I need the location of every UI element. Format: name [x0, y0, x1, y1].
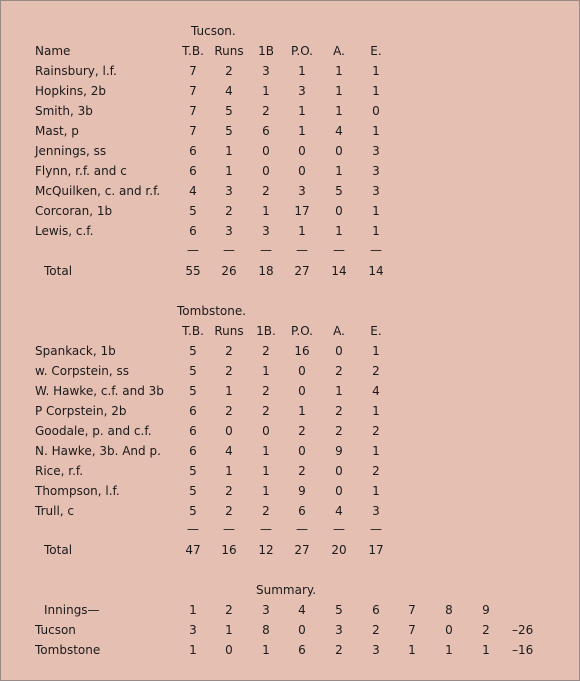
tombstone-stat-cell: 1 [372, 404, 380, 418]
tombstone-stat-cell: 2 [298, 464, 306, 478]
summary-inning-score: 2 [482, 623, 490, 637]
summary-inning-score: 7 [408, 623, 416, 637]
tucson-stat-cell: 1 [298, 104, 306, 118]
tucson-dash: — [296, 243, 308, 257]
tucson-stat-cell: 1 [372, 84, 380, 98]
tombstone-stat-cell: 2 [225, 404, 233, 418]
tucson-stat-cell: 7 [189, 104, 197, 118]
summary-team-name: Tucson [35, 623, 76, 637]
tombstone-player-name: W. Hawke, c.f. and 3b [35, 384, 164, 398]
tucson-player-name: Lewis, c.f. [35, 224, 94, 238]
tucson-stat-cell: 1 [372, 64, 380, 78]
summary-inning-score: 1 [189, 643, 197, 657]
tombstone-dash: — [223, 522, 235, 536]
summary-inning-score: 0 [225, 643, 233, 657]
tombstone-header: 1B. [256, 324, 276, 338]
tombstone-stat-cell: 4 [335, 504, 343, 518]
tombstone-stat-cell: 2 [298, 424, 306, 438]
tucson-player-name: Jennings, ss [35, 144, 107, 158]
inning-number: 7 [408, 603, 416, 617]
tombstone-dash: — [370, 522, 382, 536]
tucson-stat-cell: 1 [372, 204, 380, 218]
tucson-stat-cell: 5 [225, 104, 233, 118]
tombstone-stat-cell: 0 [335, 464, 343, 478]
tucson-stat-cell: 3 [372, 144, 380, 158]
tucson-stat-cell: 7 [189, 64, 197, 78]
tombstone-stat-cell: 2 [335, 364, 343, 378]
tucson-stat-cell: 1 [372, 224, 380, 238]
tucson-stat-cell: 5 [189, 204, 197, 218]
tucson-stat-cell: 1 [298, 64, 306, 78]
tombstone-player-name: P Corpstein, 2b [35, 404, 127, 418]
tombstone-stat-cell: 2 [225, 364, 233, 378]
tombstone-stat-cell: 1 [372, 484, 380, 498]
tombstone-stat-cell: 9 [335, 444, 343, 458]
summary-team-name: Tombstone [35, 643, 101, 657]
tombstone-stat-cell: 2 [335, 404, 343, 418]
tombstone-stat-cell: 1 [262, 364, 270, 378]
tucson-player-name: Hopkins, 2b [35, 84, 107, 98]
tombstone-stat-cell: 2 [262, 344, 270, 358]
tombstone-total-label: Total [44, 543, 73, 557]
tombstone-header: Runs [214, 324, 244, 338]
tucson-total-cell: 55 [185, 264, 201, 278]
summary-title: Summary. [256, 583, 317, 597]
innings-label: Innings— [44, 603, 100, 617]
tombstone-stat-cell: 1 [262, 444, 270, 458]
tombstone-total-cell: 16 [221, 543, 237, 557]
tombstone-stat-cell: 5 [189, 464, 197, 478]
tucson-stat-cell: 1 [262, 204, 270, 218]
tucson-header: P.O. [291, 44, 313, 58]
tucson-header-name: Name [35, 44, 71, 58]
tombstone-stat-cell: 2 [225, 484, 233, 498]
tombstone-total-cell: 12 [258, 543, 274, 557]
tucson-stat-cell: 4 [335, 124, 343, 138]
summary-inning-score: 8 [262, 623, 270, 637]
tombstone-stat-cell: 2 [262, 384, 270, 398]
tucson-stat-cell: 1 [335, 84, 343, 98]
tucson-stat-cell: 6 [189, 144, 197, 158]
tombstone-player-name: Rice, r.f. [35, 464, 84, 478]
tucson-stat-cell: 2 [225, 64, 233, 78]
summary-inning-score: 0 [298, 623, 306, 637]
tombstone-stat-cell: 1 [372, 344, 380, 358]
tombstone-stat-cell: 9 [298, 484, 306, 498]
summary-inning-score: 2 [335, 643, 343, 657]
tucson-total-cell: 14 [368, 264, 384, 278]
tombstone-stat-cell: 0 [262, 424, 270, 438]
tucson-header: E. [370, 44, 382, 58]
tombstone-stat-cell: 0 [298, 384, 306, 398]
tucson-total-cell: 18 [258, 264, 274, 278]
tombstone-stat-cell: 2 [225, 504, 233, 518]
tombstone-player-name: Spankack, 1b [35, 344, 116, 358]
tucson-stat-cell: 6 [189, 224, 197, 238]
tombstone-stat-cell: 2 [225, 344, 233, 358]
tucson-player-name: McQuilken, c. and r.f. [35, 184, 161, 198]
tombstone-player-name: w. Corpstein, ss [35, 364, 130, 378]
tucson-stat-cell: 1 [298, 224, 306, 238]
tombstone-stat-cell: 1 [372, 444, 380, 458]
tucson-stat-cell: 0 [298, 164, 306, 178]
tombstone-header: T.B. [182, 324, 204, 338]
tucson-stat-cell: 1 [335, 164, 343, 178]
summary-inning-score: 1 [408, 643, 416, 657]
tombstone-stat-cell: 2 [262, 404, 270, 418]
tucson-dash: — [187, 243, 199, 257]
inning-number: 2 [225, 603, 233, 617]
tombstone-dash: — [187, 522, 199, 536]
summary-inning-score: 0 [445, 623, 453, 637]
tombstone-stat-cell: 5 [189, 384, 197, 398]
tucson-stat-cell: 1 [262, 84, 270, 98]
tucson-stat-cell: 1 [335, 64, 343, 78]
tombstone-stat-cell: 3 [372, 504, 380, 518]
tombstone-total-cell: 27 [294, 543, 310, 557]
tucson-header: Runs [214, 44, 244, 58]
tombstone-stat-cell: 2 [372, 424, 380, 438]
tombstone-header: E. [370, 324, 382, 338]
tombstone-stat-cell: 1 [262, 464, 270, 478]
tucson-stat-cell: 4 [189, 184, 197, 198]
tucson-player-name: Flynn, r.f. and c [35, 164, 127, 178]
tombstone-dash: — [296, 522, 308, 536]
tucson-total-cell: 27 [294, 264, 310, 278]
tucson-dash: — [260, 243, 272, 257]
summary-team-total: –26 [512, 623, 534, 637]
tucson-stat-cell: 7 [189, 124, 197, 138]
tombstone-total-cell: 47 [185, 543, 201, 557]
tombstone-player-name: N. Hawke, 3b. And p. [35, 444, 161, 458]
tucson-stat-cell: 0 [372, 104, 380, 118]
tombstone-stat-cell: 4 [372, 384, 380, 398]
tombstone-dash: — [260, 522, 272, 536]
tucson-stat-cell: 5 [225, 124, 233, 138]
inning-number: 5 [335, 603, 343, 617]
summary-inning-score: 3 [335, 623, 343, 637]
tucson-dash: — [223, 243, 235, 257]
inning-number: 1 [189, 603, 197, 617]
tucson-stat-cell: 0 [335, 144, 343, 158]
tombstone-stat-cell: 1 [262, 484, 270, 498]
tucson-stat-cell: 0 [335, 204, 343, 218]
tucson-stat-cell: 3 [372, 184, 380, 198]
summary-inning-score: 3 [372, 643, 380, 657]
tucson-total-cell: 26 [221, 264, 237, 278]
tombstone-stat-cell: 1 [225, 464, 233, 478]
tombstone-player-name: Thompson, l.f. [35, 484, 120, 498]
inning-number: 4 [298, 603, 306, 617]
summary-inning-score: 2 [372, 623, 380, 637]
tombstone-stat-cell: 2 [372, 364, 380, 378]
tombstone-stat-cell: 5 [189, 484, 197, 498]
summary-inning-score: 3 [189, 623, 197, 637]
tucson-stat-cell: 1 [372, 124, 380, 138]
tucson-stat-cell: 6 [262, 124, 270, 138]
tucson-player-name: Mast, p [35, 124, 79, 138]
tucson-stat-cell: 0 [262, 164, 270, 178]
tucson-player-name: Smith, 3b [35, 104, 93, 118]
tucson-stat-cell: 4 [225, 84, 233, 98]
tombstone-stat-cell: 2 [262, 504, 270, 518]
tucson-stat-cell: 6 [189, 164, 197, 178]
summary-inning-score: 1 [262, 643, 270, 657]
tucson-header: T.B. [182, 44, 204, 58]
tombstone-header: A. [333, 324, 345, 338]
tucson-header: 1B [258, 44, 274, 58]
tucson-stat-cell: 3 [262, 64, 270, 78]
tombstone-stat-cell: 6 [298, 504, 306, 518]
tombstone-player-name: Trull, c [35, 504, 74, 518]
tucson-stat-cell: 3 [372, 164, 380, 178]
tucson-stat-cell: 1 [225, 164, 233, 178]
tucson-player-name: Rainsbury, l.f. [35, 64, 117, 78]
tucson-stat-cell: 2 [262, 104, 270, 118]
tombstone-stat-cell: 0 [335, 484, 343, 498]
tucson-stat-cell: 1 [298, 124, 306, 138]
summary-inning-score: 1 [225, 623, 233, 637]
tucson-stat-cell: 17 [294, 204, 310, 218]
inning-number: 8 [445, 603, 453, 617]
inning-number: 3 [262, 603, 270, 617]
summary-team-total: –16 [512, 643, 534, 657]
tombstone-header: P.O. [291, 324, 313, 338]
tombstone-stat-cell: 0 [225, 424, 233, 438]
tombstone-stat-cell: 1 [298, 404, 306, 418]
tucson-stat-cell: 1 [225, 144, 233, 158]
tucson-stat-cell: 2 [262, 184, 270, 198]
tombstone-stat-cell: 4 [225, 444, 233, 458]
tucson-header: A. [333, 44, 345, 58]
tucson-player-name: Corcoran, 1b [35, 204, 113, 218]
inning-number: 6 [372, 603, 380, 617]
tucson-stat-cell: 0 [298, 144, 306, 158]
tombstone-stat-cell: 16 [294, 344, 310, 358]
tombstone-stat-cell: 2 [335, 424, 343, 438]
tombstone-stat-cell: 1 [335, 384, 343, 398]
tombstone-stat-cell: 5 [189, 504, 197, 518]
tombstone-stat-cell: 0 [335, 344, 343, 358]
tucson-total-cell: 14 [331, 264, 347, 278]
inning-number: 9 [482, 603, 490, 617]
summary-inning-score: 6 [298, 643, 306, 657]
tucson-stat-cell: 1 [335, 224, 343, 238]
tombstone-stat-cell: 2 [372, 464, 380, 478]
tucson-title: Tucson. [191, 24, 236, 38]
tombstone-total-cell: 20 [331, 543, 347, 557]
tombstone-stat-cell: 0 [298, 444, 306, 458]
tucson-stat-cell: 3 [225, 224, 233, 238]
tombstone-stat-cell: 1 [225, 384, 233, 398]
tucson-stat-cell: 3 [262, 224, 270, 238]
tucson-stat-cell: 1 [335, 104, 343, 118]
tombstone-stat-cell: 5 [189, 344, 197, 358]
tombstone-stat-cell: 6 [189, 424, 197, 438]
summary-inning-score: 1 [482, 643, 490, 657]
tombstone-total-cell: 17 [368, 543, 384, 557]
tombstone-stat-cell: 0 [298, 364, 306, 378]
tucson-stat-cell: 5 [335, 184, 343, 198]
tucson-stat-cell: 2 [225, 204, 233, 218]
tucson-stat-cell: 3 [225, 184, 233, 198]
tucson-stat-cell: 3 [298, 84, 306, 98]
tombstone-title: Tombstone. [177, 304, 247, 318]
tombstone-player-name: Goodale, p. and c.f. [35, 424, 152, 438]
tombstone-stat-cell: 5 [189, 364, 197, 378]
tombstone-dash: — [333, 522, 345, 536]
tucson-stat-cell: 0 [262, 144, 270, 158]
tucson-total-label: Total [44, 264, 73, 278]
summary-inning-score: 1 [445, 643, 453, 657]
tucson-dash: — [370, 243, 382, 257]
tombstone-stat-cell: 6 [189, 404, 197, 418]
tucson-stat-cell: 7 [189, 84, 197, 98]
tucson-dash: — [333, 243, 345, 257]
tombstone-stat-cell: 6 [189, 444, 197, 458]
tucson-stat-cell: 3 [298, 184, 306, 198]
